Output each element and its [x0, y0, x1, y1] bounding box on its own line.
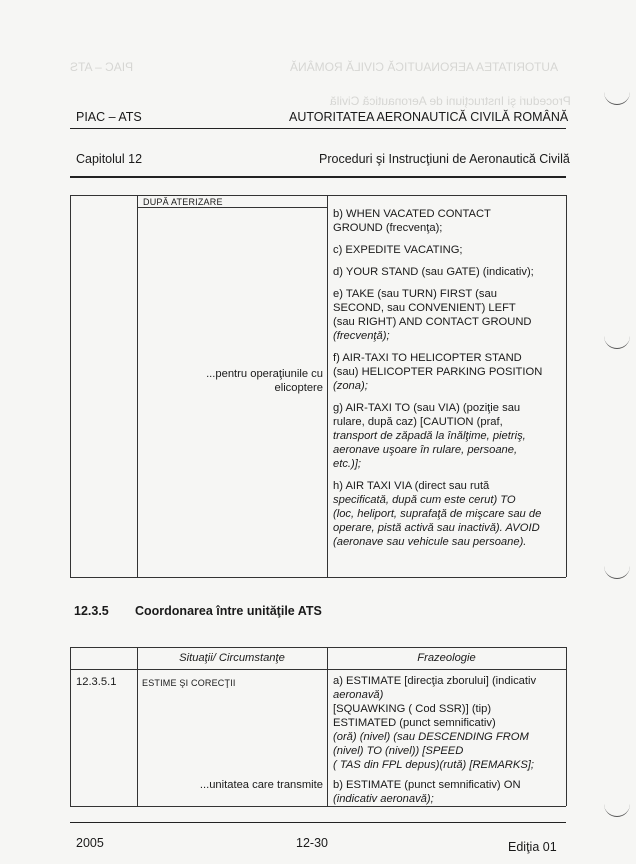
section-title: Coordonarea între unităţile ATS — [135, 604, 322, 618]
column-header-situation: Situaţii/ Circumstanţe — [179, 652, 285, 664]
hole-punch-mark — [604, 84, 630, 105]
phrase-h: h) AIR TAXI VIA (direct sau rută specificată, după cum este cerut) TO (loc, heliport, suprafaţă de mişcare sau de operare, pistă activă sau inactivă). AVOID (aeronave sau vehicule sau persoane). — [333, 480, 542, 548]
header-rule-2 — [70, 176, 566, 178]
hole-punch-mark — [604, 558, 630, 579]
section-number: 12.3.5 — [74, 604, 109, 618]
heli-label-line1: ...pentru operaţiunile cu — [206, 368, 323, 380]
footer-rule — [70, 822, 566, 823]
phrase-g: g) AIR-TAXI TO (sau VIA) (poziţie sau rulare, după caz) [CAUTION (praf, transport de zăpadă la înălţime, pietriş, aeronave uşoare în rulare, persoane, etc.)]; — [333, 402, 526, 470]
after-landing-label: DUPĂ ATERIZARE — [143, 197, 223, 207]
footer-edition: Ediţia 01 — [508, 840, 557, 854]
phrase-column-1 — [333, 207, 565, 549]
header-right: AUTORITATEA AERONAUTICĂ CIVILĂ ROMÂNĂ — [289, 110, 569, 124]
phrase-column-2 — [333, 674, 565, 806]
phrase-f: f) AIR-TAXI TO HELICOPTER STAND (sau) HELICOPTER PARKING POSITION (zona); — [333, 352, 543, 392]
unit-label: ...unitatea care transmite — [199, 779, 323, 791]
column-header-phrase: Frazeologie — [417, 652, 476, 664]
bleed-through-text: PIAC – ATS — [70, 60, 134, 74]
header-left: PIAC – ATS — [76, 110, 142, 124]
hole-punch-mark — [604, 328, 630, 349]
heli-label-line2: elicoptere — [274, 382, 323, 394]
hole-punch-mark — [604, 796, 630, 817]
row-number: 12.3.5.1 — [76, 676, 117, 688]
bleed-through-text: AUTORITATEA AERONAUTICĂ CIVILĂ ROMÂNĂ — [290, 60, 559, 74]
phrase-b: b) WHEN VACATED CONTACT GROUND (frecvenţa); — [333, 208, 491, 234]
phrase-c: c) EXPEDITE VACATING; — [333, 244, 463, 256]
footer-page-number: 12-30 — [296, 836, 328, 850]
row-label: ESTIME ŞI CORECŢII — [142, 678, 236, 688]
header-rule-1 — [70, 128, 566, 129]
footer-year: 2005 — [76, 836, 104, 850]
phrase-e: e) TAKE (sau TURN) FIRST (sau SECOND, sau CONVENIENT) LEFT (sau RIGHT) AND CONTACT GROUND (frecvenţă); — [333, 288, 532, 342]
estimate-phrase-a: a) ESTIMATE [direcţia zborului] (indicativ aeronavă) [SQUAWKING ( Cod SSR)] (tip) ESTIMATED (punct semnificativ) (oră) (nivel) (sau DESCENDING FROM (nivel) TO (nivel)) [SPEED ( TAS din FPL depus)(rută) [REMARKS]; — [333, 675, 537, 771]
phrase-d: d) YOUR STAND (sau GATE) (indicativ); — [333, 266, 534, 278]
chapter-label: Capitolul 12 — [76, 152, 143, 166]
estimate-phrase-b: b) ESTIMATE (punct semnificativ) ON (indicativ aeronavă); — [333, 779, 521, 805]
bleed-through-text: Proceduri şi Instrucţiuni de Aeronautică Civilă — [330, 94, 571, 108]
chapter-title: Proceduri şi Instrucţiuni de Aeronautică Civilă — [319, 152, 570, 166]
